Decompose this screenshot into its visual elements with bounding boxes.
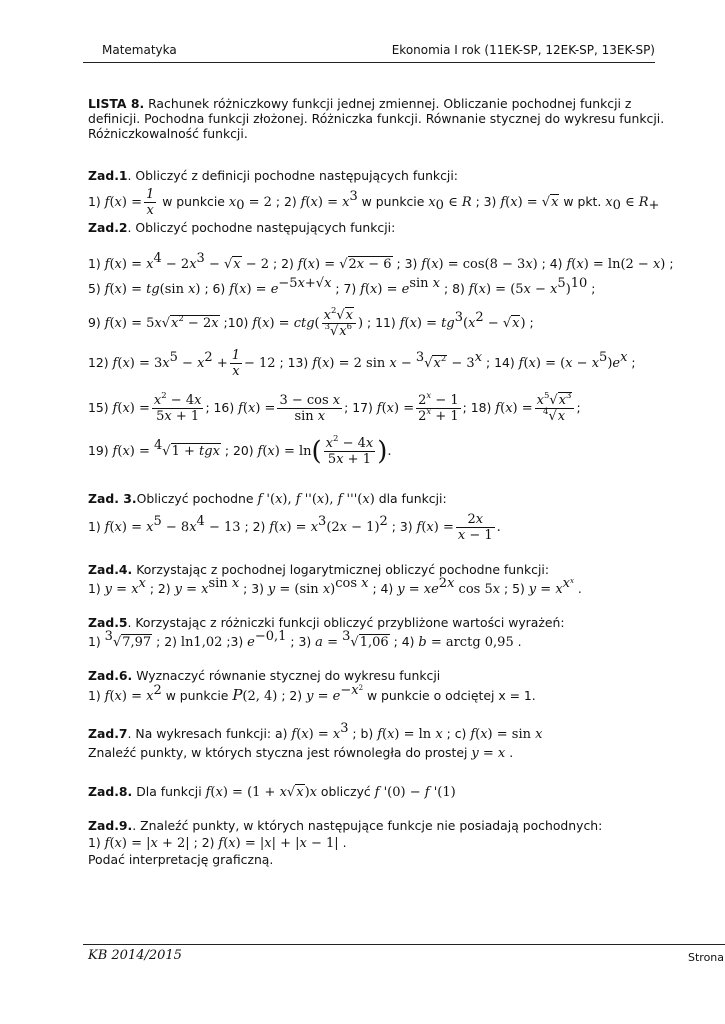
task-4-formula: 1) $y = x^x$ ; 2) $y = x^{sin x}$ ; 3) y = (sin x)$^{cos x}$ ; 4) $y = xe^{2x}$ cos 5x ; 5) $y = x^{x^x}$ . xyxy=(88,576,582,597)
task-2-text: . Obliczyć pochodne następujących funkcji: xyxy=(127,220,396,235)
task-5-heading xyxy=(88,615,565,630)
task-7-heading: Zad.7. Na wykresach funkcji: a) $f(x) = x^3$ ; b) f(x) = ln x ; c) f(x) = sin x xyxy=(88,721,543,742)
task-2-line-4: 12) $f(x) = 3x^5 - x^2$ + $\frac{1}{x}$ − 12 ; 13) f(x) = 2 $\sin x - ^3√x^2 - 3^x$ ; 14) $f(x) = (x - x^5)e^x$ ; xyxy=(88,348,636,379)
task-3-text: Obliczyć pochodne f '(x), f ''(x), f '''(x) dla funkcji: xyxy=(136,491,447,507)
task-3-heading xyxy=(88,491,447,507)
task-4-label: Zad.4. xyxy=(88,562,133,577)
task-2-heading xyxy=(88,220,395,235)
task-7-label: Zad.7 xyxy=(88,726,128,741)
task-3-formula: 1) $f(x) = x^5 - 8x^4 - 13$ ; 2) $f(x) = x^3(2x - 1)^2$ ; 3) f(x) = $\frac{2x}{x - 1}$ . xyxy=(88,512,501,543)
footer-year: KB 2014/2015 xyxy=(88,948,182,963)
task-2-line-1: 1) $f(x) = x^4 - 2x^3 - √x - 2$ ; 2) f(x) = √2x − 6 ; 3) f(x) = cos(8 − 3x) ; 4) f(x) = ln(2 − x) ; xyxy=(88,251,674,272)
task-5-text: . Korzystając z różniczki funkcji obliczyć przybliżone wartości wyrażeń: xyxy=(127,615,565,630)
task-2-line-6: 19) f(x) = $^4$√1 + tgx ; 20) f(x) = ln( $\frac{x^2 - 4x}{5x + 1}$ ). xyxy=(88,434,392,467)
task-5-label: Zad.5 xyxy=(88,615,128,630)
task-2-line-3: 9) $f(x) = 5x√x^2 - 2x$ ;10) f(x) = ctg( $\frac{x^2√x}{^3√x^6}$ ) ; 11) $f(x) = tg^3(x^2 - √x)$ ; xyxy=(88,306,534,339)
task-1-label: Zad.1 xyxy=(88,168,128,183)
task-2-line-2: 5) f(x) = tg(sin x) ; 6) $f(x) = e^{-5x+√x}$ ; 7) $f(x) = e^{sin x}$ ; 8) $f(x) = (5x - x^5)^{10}$ ; xyxy=(88,276,596,297)
task-5-formula: 1) $^3$√7,97 ; 2) ln1,02 ;3) $e^{-0,1}$ ; 3) a = $^3$√1,06 ; 4) b = arctg 0,95 . xyxy=(88,629,522,650)
task-6-heading xyxy=(88,668,440,683)
task-1-text: . Obliczyć z definicji pochodne następujących funkcji: xyxy=(127,168,458,183)
header-course: Ekonomia I rok (11EK-SP, 12EK-SP, 13EK-SP) xyxy=(391,43,655,57)
task-3-label: Zad. 3. xyxy=(88,491,137,506)
footer-divider xyxy=(83,944,725,945)
footer-page-label: Strona xyxy=(688,951,725,964)
task-6-label: Zad.6. xyxy=(88,668,133,683)
task-9-heading xyxy=(88,818,602,833)
task-8-label: Zad.8. xyxy=(88,784,133,799)
task-2-line-5: 15) f(x) = $\frac{x^2 - 4x}{5x + 1}$ ; 16) f(x) = $\frac{\text{3 − cos x}}{\text{sin x}}$ ; 17) f(x) = $\frac{2^x - 1}{2^x + 1}$ ; 18) f(x) = $\frac{x^5√x^3}{^4√x}$ ; xyxy=(88,391,581,424)
task-2-label: Zad.2 xyxy=(88,220,128,235)
task-9-note: Podać interpretację graficzną. xyxy=(88,852,274,867)
task-1-formula: 1) f(x) = $\frac{1}{x}$ w punkcie $x_0 = 2$ ; 2) $f(x) = x^3$ w punkcie $x_0$ ∈ R ; 3) f(x) = √x w pkt. $x_0$ ∈ $R_+$ xyxy=(88,187,660,218)
list-label: LISTA 8. xyxy=(88,96,145,111)
task-8-heading: Zad.8. Dla funkcji f(x) = (1 + x√x)x obliczyć f '(0) − f '(1) xyxy=(88,784,456,800)
task-4-text: Korzystając z pochodnej logarytmicznej obliczyć pochodne funkcji: xyxy=(132,562,550,577)
task-9-formula: 1) f(x) = |x + 2| ; 2) f(x) = |x| + |x − 1| . xyxy=(88,835,347,851)
task-4-heading xyxy=(88,562,549,577)
task-1-heading xyxy=(88,168,458,183)
header-subject: Matematyka xyxy=(102,43,177,57)
list-description: Rachunek różniczkowy funkcji jednej zmiennej. Obliczanie pochodnej funkcji z definicji. Pochodna funkcji złożonej. Różniczka funkcji. Równanie stycznej do wykresu funkcji. Różniczkowalność funkcji. xyxy=(88,96,665,141)
task-9-label: Zad.9. xyxy=(88,818,133,833)
task-6-text: Wyznaczyć równanie stycznej do wykresu funkcji xyxy=(132,668,441,683)
list-intro xyxy=(88,96,678,141)
task-9-text: . Znaleźć punkty, w których następujące funkcje nie posiadają pochodnych: xyxy=(132,818,603,833)
task-7-question: Znaleźć punkty, w których styczna jest równoległa do prostej y = x . xyxy=(88,745,514,761)
task-6-formula: 1) $f(x) = x^2$ w punkcie P(2, 4) ; 2) $y = e^{-x^2}$ w punkcie o odciętej x = 1. xyxy=(88,683,536,704)
header-divider xyxy=(83,62,655,63)
